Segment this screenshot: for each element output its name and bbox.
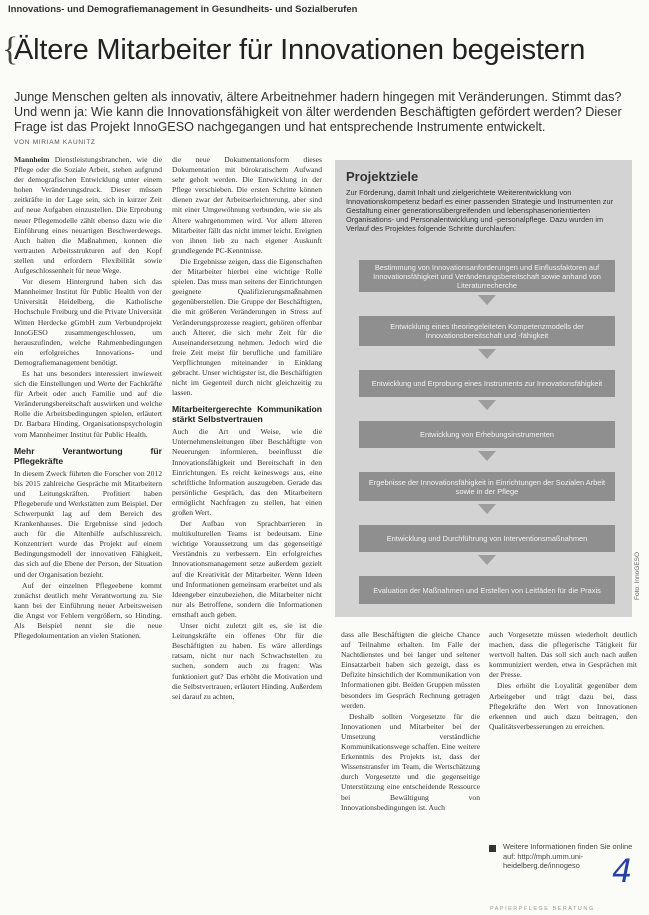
paragraph: auch Vorgesetzte müssen wiederholt deutlich machen, dass die pflegerische Tätigkeit für wertvoll halten. Das soll sich auch nach außen kommuniziert werden, etwa in Gesprächen mit der Presse.	[489, 630, 637, 680]
process-step-4: Entwicklung von Erhebungsinstrumenten	[359, 421, 615, 448]
info-square-icon	[489, 845, 496, 852]
article-column-4	[489, 630, 637, 830]
paragraph: Der Aufbau von Sprachbarrieren in multikulturellen Teams ist bedeutsam. Eine wichtige Voraussetzung um das gegenseitige Verständnis zu verbessern. Ein erfolgreiches Innovationsmanagement setze außerdem gezielt auf die Kreativität der Mitarbeiter. Wenn Ideen und Informationen gemeinsam erarbeitet und als Ideengeber einzubeziehen, die Mitarbeiter nicht nur als Betroffene, sondern die Informationen ernsthaft auch geben.	[172, 519, 322, 619]
dateline-city: Mannheim	[14, 155, 50, 164]
down-arrow-icon	[478, 295, 496, 305]
page-number: 4	[612, 852, 633, 890]
article-column-2	[172, 155, 322, 907]
process-step-1: Bestimmung von Innovationsanforderungen und Einflussfaktoren auf Innovationsfähigkeit und Veränderungsbereitschaft sowie anhand von Literaturrecherche	[359, 260, 615, 292]
paragraph: Auf der einzelnen Pflegeebene kommt zunächst deutlich mehr Verantwortung zu. Sie kann bei der Einführung neuer Arbeitsweisen die Angst vor Fehlern vergrößern, so Hinding. Als Beispiel nennt sie die neue Pflegedokumentation an vielen Stationen.	[14, 580, 162, 641]
down-arrow-icon	[478, 400, 496, 410]
paragraph: In diesem Zweck führten die Forscher von 2012 bis 2015 zahlreiche Gespräche mit Mitarbeitern und Leitungskräften. Profitiert haben Pflegeberufe und Werkstätten zum Beispiel. Der Schwerpunkt lag auf dem Bereich des Krankenhauses. Die Ergebnisse sind jedoch auch für die Altenhilfe aufschlussreich. Konzentriert wurde das Projekt auf einem Bedingungsmodell der innovativen Fähigkeit, das sich auf die Ebene der Person, der Situation und der Organisation bezieht.	[14, 468, 162, 579]
paragraph-text: Dienstleistungsbranchen, wie die Pflege oder die Soziale Arbeit, stehen aufgrund der demografischen Entwicklung unter einem hohen Veränderungsdruck. Dieser müssen zeitkräfte in der Lage sein, sich in kurzer Zeit auf neue Aufgaben einzustellen. Die Erprobung neuer Pflegemodelle zählt ebenso dazu wie die Einführung eines neuartigen Beschwerdewegs. Auch halten die Maßnahmen, konnen die vertrauten Arbeitsstrukturen auf den Kopf stellen und erfordern Flexibilität sowie Aufgeschlossenheit für neue Wege.	[14, 155, 162, 276]
down-arrow-icon	[478, 504, 496, 514]
paragraph: die neue Dokumentationsform dieses Dokumentation mit bürokratischem Aufwand sehr geholt werden. Die Entwicklung in der Pflege verschieben. Die ersten Schritte können dienen zwar der Arbeitserleichterung, aber sind mit einer Umgewöhnung verbunden, wie sie als Ältere wahrgenommen wird. Vor allem älteren Mitarbeiter fällt das nicht immer leicht. Ereignen von ihnen lieb zu nach eigener Auskunft grundlegende PC-Kenntnisse.	[172, 155, 322, 255]
paragraph: Dies erhöht die Loyalität gegenüber dem Arbeitgeber und trägt dazu bei, dass Pflegekräfte den Wert von Innovationen erkennen und auch dazu beitragen, den Qualitätsverbesserungen zu erreichen.	[489, 681, 637, 731]
more-info-link[interactable]: Weitere Informationen finden Sie online auf: http://mph.umm.uni-heidelberg.de/innogeso	[503, 842, 633, 870]
article-column-3	[341, 630, 480, 900]
paragraph: Die Ergebnisse zeigen, dass die Eigenschaften der Mitarbeiter hierbei eine wichtige Rolle spielen. Das muss man seitens der Einrichtungen geeignete Qualifizierungsmaßnahmen gegenüberstellen. Die Gruppe der Beschäftigten, die mit größeren Veränderungen in Stress auf Veränderungsprozesse reagiert, gehören offenbar auch Älterer, die sich mehr Zeit für die Auseinandersetzung nehmen. Jedoch wird die freie Zeit meist für berufliche und familiäre Verpflichtungen miteinander in Einklang gebracht. Unser wichtigster ist, die Beschäftigten nicht im Gegenteil durch nicht gleichzeitig zu lassen.	[172, 256, 322, 398]
paragraph: Auch die Art und Weise, wie die Unternehmensleitungen über Beschäftigte von Neuerungen informieren, beeinflusst die Innovationsfähigkeit und Bereitschaft in den Einrichtungen. Es reicht keineswegs aus, eine schriftliche Information auszugeben. Gerade das persönliche Gespräch, das den Mitarbeitern ermöglicht Nachfragen zu stellen, hat einen großen Wert.	[172, 427, 322, 517]
down-arrow-icon	[478, 349, 496, 359]
process-step-5: Ergebnisse der Innovationsfähigkeit in Einrichtungen der Sozialen Arbeit sowie in der Pflege	[359, 472, 615, 501]
process-step-2: Entwicklung eines theoriegeleiteten Kompetenzmodells der Innovationsbereitschaft und -fähigkeit	[359, 316, 615, 346]
headline: Ältere Mitarbeiter für Innovationen begeistern	[14, 34, 586, 66]
paragraph: Es hat uns besonders interessiert inwieweit sich die Einstellungen und Werte der Fachkräfte für Arbeit oder auch Familie und auf die Veränderungsbereitschaft auswirken und welche Rolle die Arbeitsbedingungen spielen, erläutert Dr. Barbara Hinding, Organisationspsychologin vom Mannheimer Institut für Public Health.	[14, 368, 162, 439]
paragraph: dass alle Beschäftigten die gleiche Chance auf Teilnahme erhalten. Im Falle der Nachtdienstes und bei langer und seltener Einsatzarbeit haben sich gezeigt, dass es Defizite hinsichtlich der Kommunikation von Informationen gibt. Beiden Gruppen müssten besonders im Gespräch Rechnung getragen werden.	[341, 630, 480, 710]
headline-brace-ornament: {	[2, 31, 19, 68]
box-title: Projektziele	[346, 169, 419, 184]
down-arrow-icon	[478, 451, 496, 461]
subheading: Mitarbeitergerechte Kommunikation stärkt Selbstvertrauen	[172, 404, 322, 425]
down-arrow-icon	[478, 555, 496, 565]
footer-text: PAPIERPFLEGE BERATUNG	[490, 906, 595, 912]
process-step-3: Entwicklung und Erprobung eines Instruments zur Innovationsfähigkeit	[359, 370, 615, 397]
process-step-7: Evaluation der Maßnahmen und Erstellen von Leitfäden für die Praxis	[359, 576, 615, 604]
section-kicker: Innovations- und Demografiemanagement in Gesundheits- und Sozialberufen	[8, 4, 358, 15]
lead-paragraph: Junge Menschen gelten als innovativ, ältere Arbeitnehmer hadern hingegen mit Veränderungen. Stimmt das? Und wenn ja: Wie kann die Innovationsfähigkeit von älter werdenden Beschäftigten gefördert werden? Dieser Frage ist das Projekt InnoGESO nachgegangen und hat entsprechende Instrumente entwickelt.	[14, 90, 622, 134]
byline: VON MIRIAM KAUNITZ	[14, 139, 96, 146]
paragraph: Vor diesem Hintergrund haben sich das Mannheimer Institut für Public Health von der Universität Heidelberg, die Katholische Hochschule Freiburg und die Private Universität Witten Herdecke gGmbH zum Verbundprojekt InnoGESO zusammengeschlossen, um herauszufinden, welche Rahmenbedingungen ein erfolgreiches Innovations- und Demografiemanagement benötigt.	[14, 277, 162, 367]
paragraph: Deshalb sollten Vorgesetzte für die Innovationen und Mitarbeiter bei der Umsetzung verständliche Kommunikationswege schaffen. Eine weitere Erkenntnis des Projekts ist, dass der Wissenstransfer im Team, die Wertschätzung durch Vorgesetzte und die gegenseitige Unterstützung eine entscheidende Ressource bei Bewältigung von Innovationsbedingungen ist. Auch	[341, 711, 480, 812]
photo-credit: Foto: InnoGESO	[634, 551, 641, 600]
paragraph	[14, 155, 162, 276]
process-step-6: Entwicklung und Durchführung von Interventionsmaßnahmen	[359, 525, 615, 552]
subheading: Mehr Verantwortung für Pflegekräfte	[14, 445, 162, 466]
box-intro-text: Zur Förderung, damit Inhalt und zielgerichtete Weiterentwicklung von Innovationskompetenz bedarf es einer passenden Strategie und Instrumenten zur Gestaltung einer generationsübergreifenden und lebensphasenorientierten Organisations- und Personalentwicklung und -personalpflege. Dazu wurden im Verlauf des Projektes folgende Schritte durchlaufen:	[346, 188, 614, 233]
paragraph: Unser nicht zuletzt gilt es, sie ist die Leitungskräfte ein offenes Ohr für die Beschäftigten zu haben. Es wäre allerdings ratsam, nicht nur nach Schwachstellen zu suchen, sondern auch zu fragen: Was funktioniert gut? Das erhöht die Motivation und die Selbstvertrauen, erläutert Hinding. Außerdem sei darauf zu achten,	[172, 621, 322, 701]
article-column-1	[14, 155, 162, 907]
